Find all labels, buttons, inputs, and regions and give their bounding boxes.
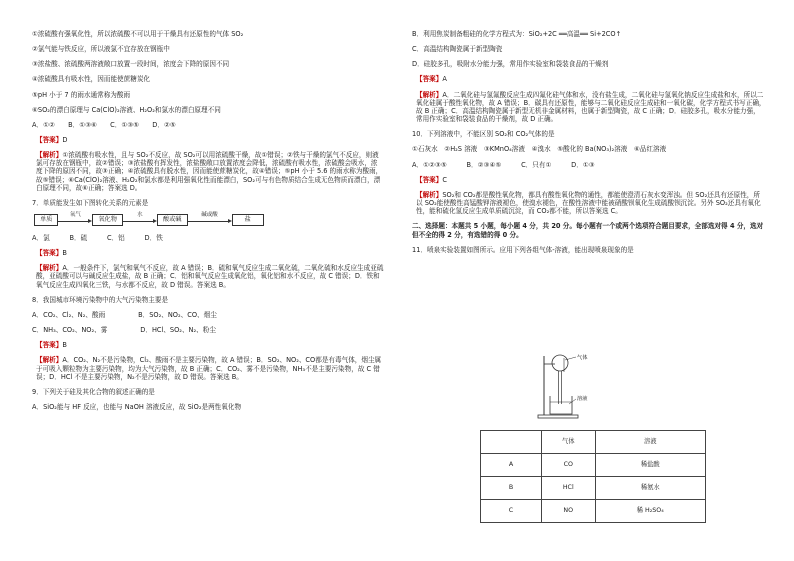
table-row	[481, 500, 706, 523]
explanation-text: A．二氧化硅与氢氟酸反应生成四氟化硅气体和水，没有盐生成，二氧化硅与氢氧化钠反应生成盐和水，所以二氧化硅属于酸性氧化物，故 A 错误；B．碳具有还原性，能够与二氧化硅反应生成硅和一氧化碳，化学方程式书写正确，故 B 正确；C．高温结构陶瓷属于新型无机非金属材料，也属于新型陶瓷，故 C 正确；D．硅胶多孔，吸水分能力强，常用作实验室和袋装食品的干燥剂，故 D 正确。	[416, 90, 766, 124]
q6-item-1: ①浓硫酸有强氧化性，所以浓硫酸不可以用于干燥具有还原性的气体 SO₂	[32, 30, 244, 38]
q8-options-2: C．NH₃、CO₂、NO₂、雾 D．HCl、SO₂、N₂、粉尘	[32, 326, 216, 335]
answer-tag: 【答案】	[36, 249, 63, 258]
table-cell: 稀 H₂SO₄	[595, 500, 705, 523]
table-header-cell	[481, 431, 542, 454]
q8-options-1: A．CO₂、Cl₂、N₂、酸雨 B．SO₂、NO₂、CO、烟尘	[32, 310, 217, 319]
q10-answer	[412, 176, 766, 184]
q7-explanation	[32, 264, 384, 289]
flow-arrow	[188, 212, 232, 225]
q9-answer	[412, 75, 766, 83]
answer-tag: 【答案】	[416, 75, 443, 84]
beaker	[550, 396, 572, 414]
explanation-text: ①浓硫酸有吸水性，且与 SO₂不反应，故 SO₂可以用浓硫酸干燥，故①错误；②铁与干燥的氯气不反应，则液氯可存放在钢瓶中，故②错误；③浓盐酸有挥发性，浓盐酸敞口放置浓度会降低，浓硫酸有吸水性，浓硫酸会吸水，浓度下降的原因不同，故③正确；④浓硫酸具有脱水性，因而能使蔗糖炭化，故④错误；⑤pH 小于 5.6 的雨水称为酸雨，故⑤错误；⑥Ca(ClO)₂溶液、H₂O₂和氯水都是利用强氧化性而能漂白，SO₂可与有色物质结合生成无色物质而漂白，漂白原理不同，故⑥正确；答案选 D。	[36, 151, 383, 192]
explanation-tag: 【解析】	[36, 356, 63, 365]
table-header-cell: 溶液	[595, 431, 705, 454]
q8-answer	[32, 341, 384, 349]
fountain-apparatus-figure	[536, 352, 616, 420]
q7-flow-diagram	[34, 214, 384, 226]
table-row	[481, 477, 706, 500]
left-column	[32, 30, 384, 418]
q8-stem: 8．我国城市环境污染物中的大气污染物主要是	[32, 295, 169, 304]
q11-stem: 11．喷泉实验装置如图所示。应用下列各组气体-溶液，能出现喷泉现象的是	[412, 245, 634, 254]
q9-explanation	[412, 91, 766, 124]
explanation-text: A．CO₂、N₂不是污染物，Cl₂、酸雨不是主要污染物，故 A 错误；B．SO₂、NO₂、CO都是有毒气体，烟尘属于可吸入颗粒物为主要污染物，均为大气污染物，故 B 正确；C．CO₂、雾不是污染物，NH₃不是主要污染物，故 C 错误；D．HCl 不是主要污染物，N₂不是污染物，故 D 错误。答案选 B。	[36, 356, 382, 381]
section-two-heading: 二、选择题：本题共 5 小题，每小题 4 分，共 20 分。每小题有一个或两个选项符合题目要求，全部选对得 4 分，选对但不全的得 2 分，有选错的得 0 分。	[412, 222, 764, 239]
answer-value: B	[62, 249, 67, 258]
q6-options: A．①② B．①③⑥ C．①③⑤ D．②⑤	[32, 120, 176, 129]
table-cell: A	[481, 454, 542, 477]
q6-item-3: ③浓盐酸、浓硫酸两溶液敞口放置一段时间，浓度会下降的原因不同	[32, 60, 230, 69]
q7-options: A．氯 B．硫 C．铝 D．铁	[32, 233, 163, 242]
flow-arrow	[123, 212, 157, 225]
table-row	[481, 454, 706, 477]
table-cell: C	[481, 500, 542, 523]
q6-item-4: ④浓硫酸具有吸水性，因而能使蔗糖炭化	[32, 75, 151, 84]
q10-stem: 10．下列溶液中，不能区别 SO₂和 CO₂气体的是	[412, 130, 555, 139]
explanation-tag: 【解析】	[416, 90, 443, 99]
flow-box-element: 单质	[34, 214, 58, 226]
answer-tag: 【答案】	[416, 175, 443, 184]
answer-tag: 【答案】	[36, 135, 63, 144]
q10-options: A．①②③⑤ B．②③④⑤ C．只有① D．①③	[412, 160, 595, 169]
table-cell: 稀氨水	[595, 477, 705, 500]
table-cell: CO	[542, 454, 596, 477]
answer-value: A	[442, 75, 447, 84]
q6-explanation	[32, 151, 384, 192]
explanation-tag: 【解析】	[36, 264, 63, 273]
explanation-tag: 【解析】	[416, 190, 443, 199]
table-cell: HCl	[542, 477, 596, 500]
answer-tag: 【答案】	[36, 341, 63, 350]
right-column	[412, 30, 766, 261]
label-line-liquid	[569, 399, 576, 404]
table-header-row	[481, 431, 706, 454]
q6-item-5: ⑤pH 小于 7 的雨水通常称为酸雨	[32, 90, 131, 99]
flow-arrow-label: 水	[137, 212, 143, 219]
answer-value: B	[62, 341, 67, 350]
table-cell: B	[481, 477, 542, 500]
q7-answer	[32, 249, 384, 257]
flow-arrow	[58, 212, 92, 225]
answer-value: D	[62, 135, 68, 144]
gas-label: 气体	[577, 355, 588, 361]
flow-arrow-label: 氧气	[69, 212, 81, 219]
stand-base	[538, 415, 578, 418]
answer-value: C	[442, 175, 447, 184]
q9-option-d: D．硅胶多孔，吸附水分能力强，常用作实验室和袋装食品的干燥剂	[412, 60, 609, 69]
gas-solution-table	[480, 430, 706, 523]
q10-items: ①石灰水 ②H₂S 溶液 ③KMnO₄溶液 ④溴水 ⑤酸化的 Ba(NO₃)₂溶液 ⑥品红溶液	[412, 145, 667, 154]
explanation-tag: 【解析】	[36, 151, 63, 159]
explanation-text: SO₂和 CO₂都是酸性氧化物，都具有酸性氧化物的通性，都能使澄清石灰水变浑浊。但 SO₂还具有还原性，所以 SO₂能使酸性高锰酸钾溶液褪色，使溴水褪色，在酸性溶液中能被硝酸钡氧化生成硫酸钡沉淀。另外 SO₂还具有氧化性，能和硫化氢反应生成单质硫沉淀，而 CO₂都不能，所以答案选 C。	[416, 190, 761, 216]
q10-explanation	[412, 191, 766, 216]
q9-option-a: A．SiO₂能与 HF 反应，也能与 NaOH 溶液反应，故 SiO₂是两性氧化物	[32, 403, 242, 411]
q9-option-b: B．利用焦炭制备粗硅的化学方程式为：SiO₂+2C ══高温══ Si+2CO↑	[412, 30, 622, 38]
table-cell: 稀盐酸	[595, 454, 705, 477]
round-flask	[552, 355, 568, 371]
table-cell: NO	[542, 500, 596, 523]
q9-option-c: C．高温结构陶瓷属于新型陶瓷	[412, 45, 503, 54]
flow-box-oxide: 氧化物	[92, 214, 123, 226]
q6-item-6: ⑥SO₂的漂白原理与 Ca(ClO)₂溶液、H₂O₂和氯水的漂白原理不同	[32, 105, 221, 114]
q6-answer	[32, 136, 384, 144]
flow-box-acid-base: 酸或碱	[157, 214, 188, 226]
flow-arrow-label: 碱或酸	[201, 212, 218, 219]
explanation-text: A．一般条件下，氯气和氧气不反应，故 A 错误；B．硫和氧气反应生成二氧化硫，二氧化硫和水反应生成亚硫酸，亚硫酸可以与碱反应生成盐，故 B 正确；C．铝和氧气反应生成氧化铝，氧化铝和水不反应，故 C 错误；D．铁和氧气反应生成四氧化三铁，与水都不反应，故 D 错误。答案选 B。	[36, 264, 384, 289]
q7-stem: 7．单质能发生如下图转化关系的元素是	[32, 199, 149, 208]
table-header-cell: 气体	[542, 431, 596, 454]
flow-box-salt: 盐	[232, 214, 264, 226]
q9-stem: 9．下列关于硅及其化合物的叙述正确的是	[32, 387, 155, 396]
liquid-label: 溶液	[577, 396, 588, 402]
q8-explanation	[32, 356, 384, 381]
q6-item-2: ②氯气能与铁反应，所以液氯不宜存放在钢瓶中	[32, 45, 170, 54]
